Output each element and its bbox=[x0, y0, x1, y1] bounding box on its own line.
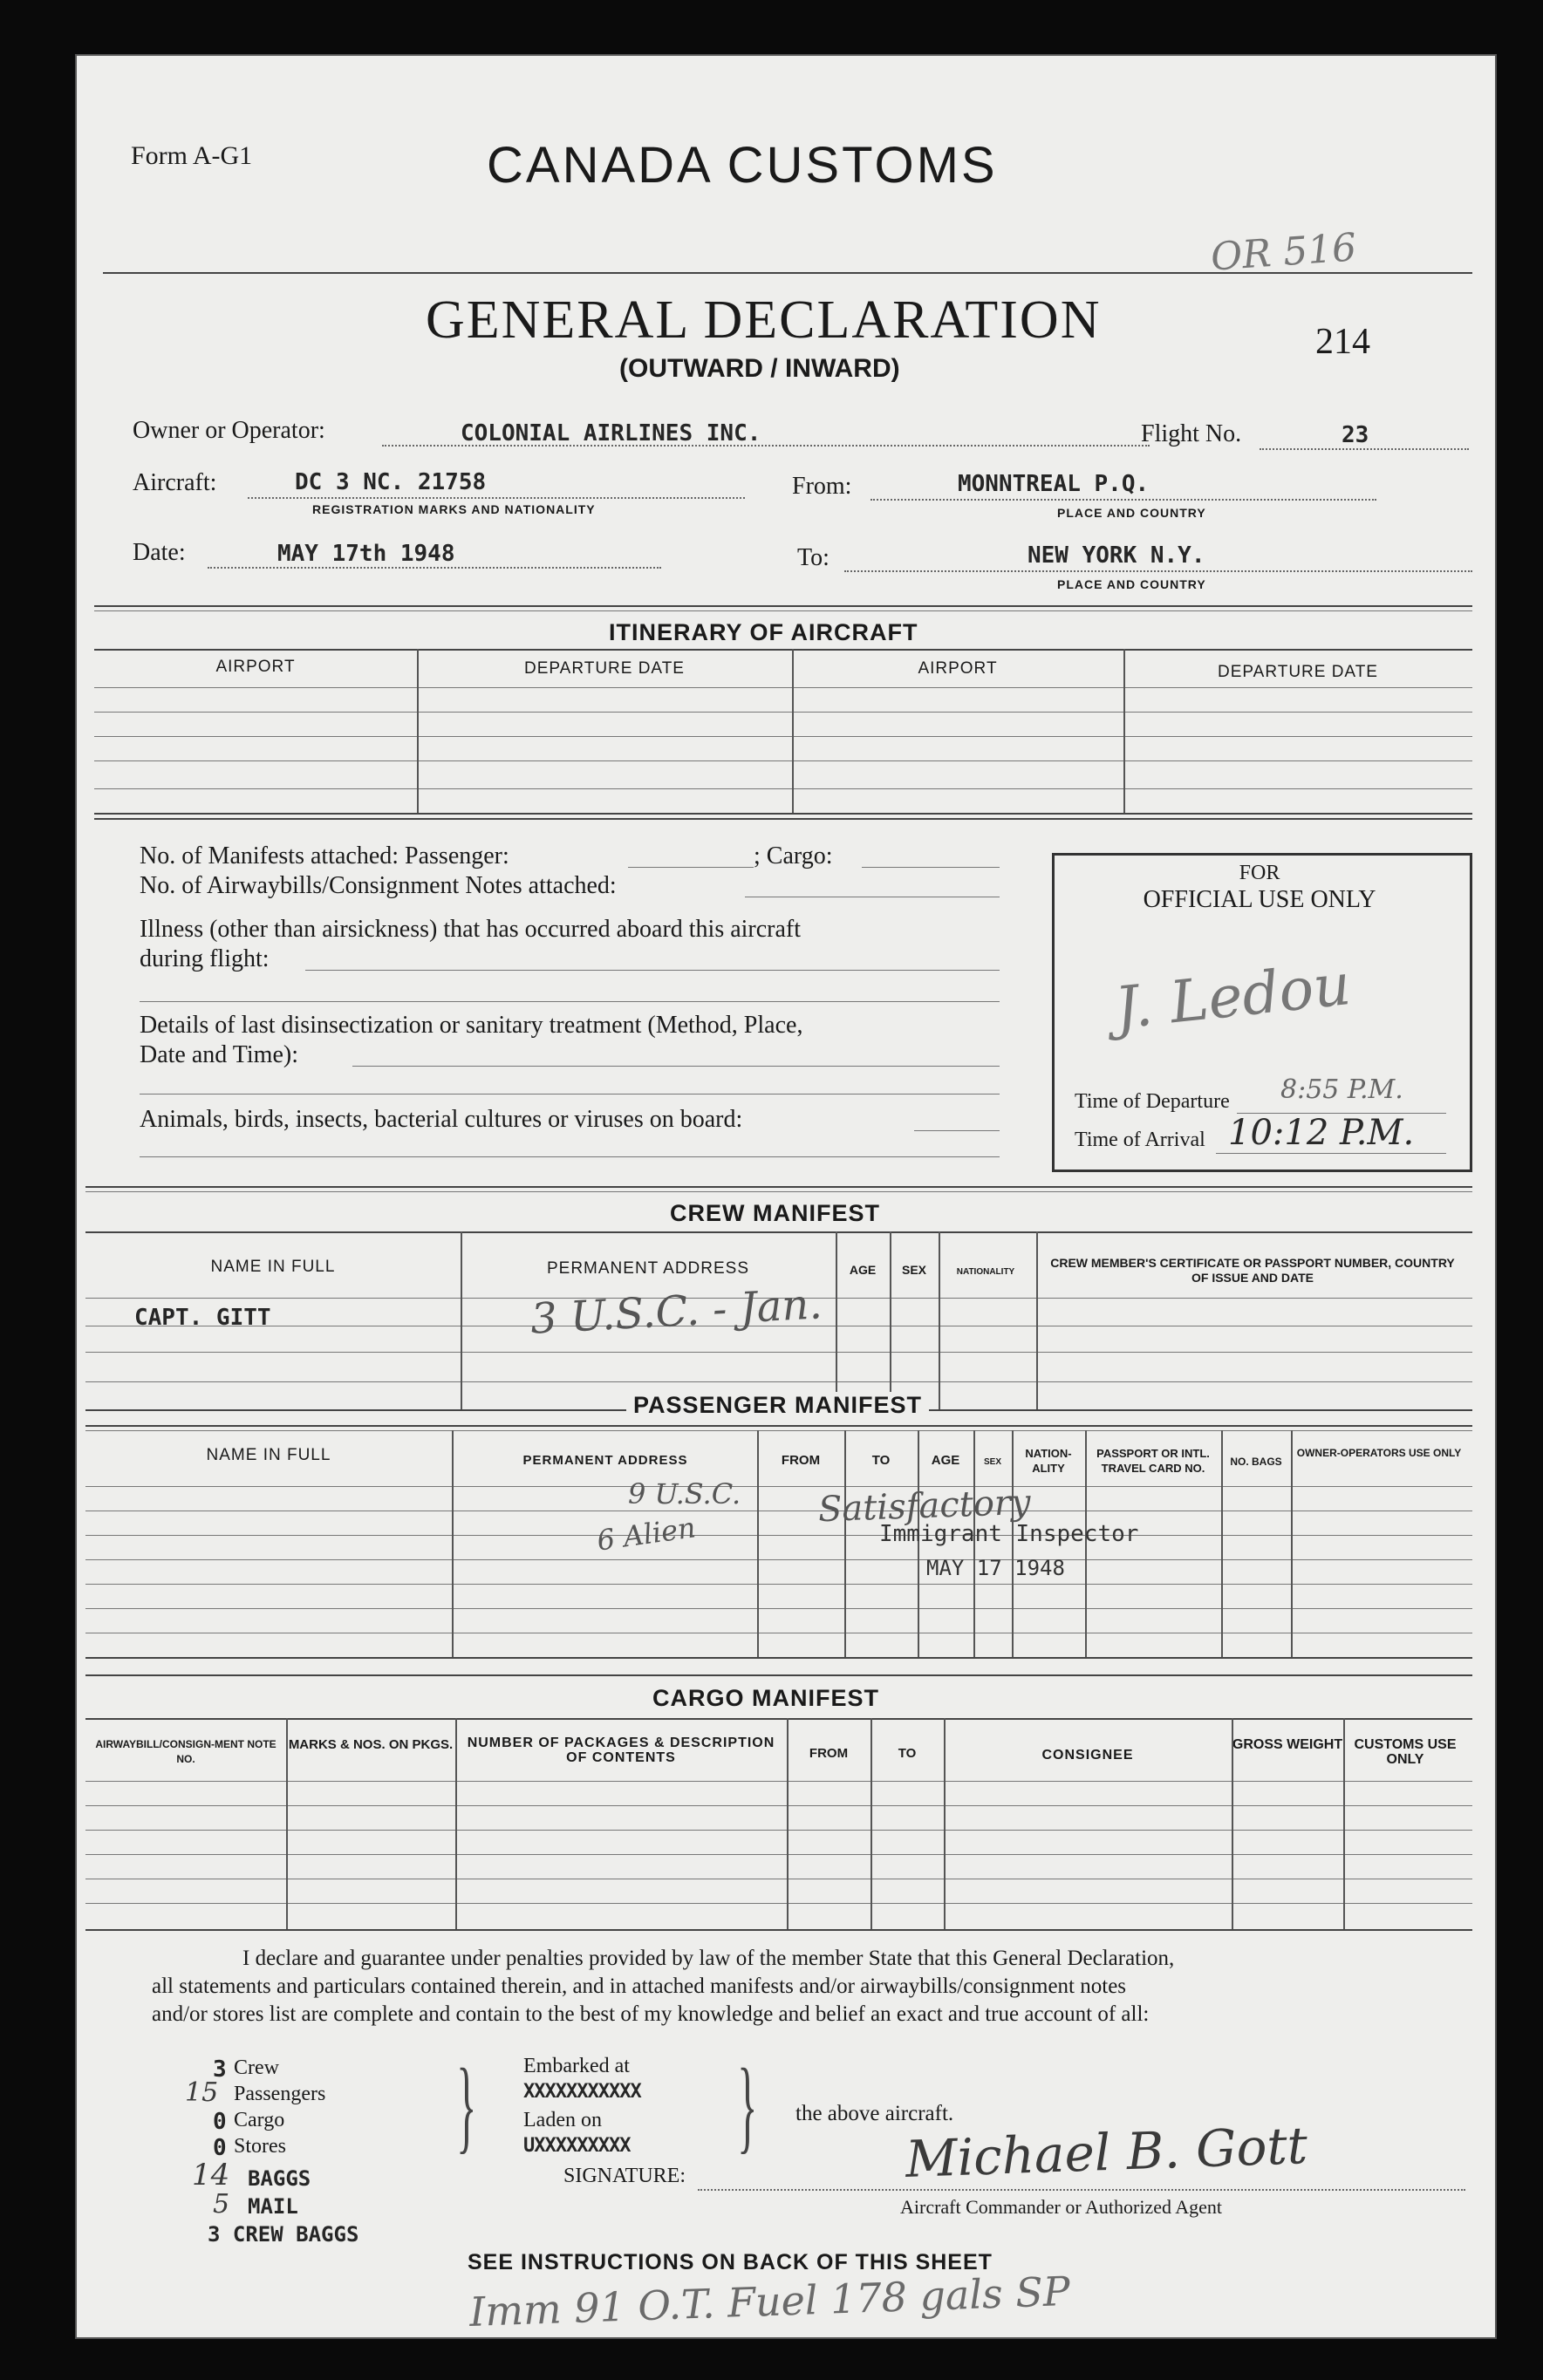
flight-label: Flight No. bbox=[1141, 420, 1242, 447]
embarked-label: Embarked at bbox=[523, 2055, 630, 2077]
bags-label: BAGGS bbox=[248, 2166, 311, 2191]
cargo-header-airwaybill: AIRWAYBILL/CONSIGN-MENT NOTE NO. bbox=[95, 1738, 277, 1765]
scan-border-right bbox=[1497, 0, 1543, 2380]
declaration-line-1: I declare and guarantee under penalties provided by law of the member State that this General Declaration, bbox=[242, 1947, 1175, 1970]
crew-row-1-note[interactable]: 3 U.S.C. - Jan. bbox=[529, 1279, 823, 1344]
cargo-header-consignee: CONSIGNEE bbox=[1041, 1748, 1134, 1763]
owner-value[interactable]: COLONIAL AIRLINES INC. bbox=[461, 420, 761, 447]
passenger-header-passport: PASSPORT OR INTL. TRAVEL CARD NO. bbox=[1096, 1447, 1210, 1475]
passenger-header-owner-use: OWNER-OPERATORS USE ONLY bbox=[1296, 1447, 1462, 1459]
signature-caption: Aircraft Commander or Authorized Agent bbox=[900, 2196, 1223, 2218]
passenger-header-from: FROM bbox=[781, 1453, 821, 1468]
cargo-count[interactable]: 0 bbox=[213, 2109, 227, 2135]
embarked-value[interactable]: XXXXXXXXXXX bbox=[523, 2081, 641, 2103]
immigration-stamp-title: Immigrant Inspector bbox=[879, 1521, 1139, 1547]
manifests-line-2: No. of Airwaybills/Consignment Notes attached: bbox=[140, 872, 617, 899]
date-value[interactable]: MAY 17th 1948 bbox=[277, 541, 455, 567]
brace-right: } bbox=[737, 2047, 758, 2163]
crew-header-sex: SEX bbox=[901, 1263, 926, 1277]
signature-label: SIGNATURE: bbox=[563, 2165, 686, 2187]
crew-header-age: AGE bbox=[849, 1263, 877, 1277]
laden-value[interactable]: UXXXXXXXXX bbox=[523, 2135, 631, 2157]
scan-border-bottom bbox=[0, 2339, 1543, 2380]
crew-row-1-name[interactable]: CAPT. GITT bbox=[134, 1305, 271, 1331]
crew-manifest-title: CREW MANIFEST bbox=[670, 1200, 880, 1226]
arrival-time-value[interactable]: 10:12 P.M. bbox=[1228, 1113, 1415, 1153]
crew-header-nationality: NATIONALITY bbox=[956, 1267, 1015, 1277]
crew-header-address: PERMANENT ADDRESS bbox=[546, 1259, 750, 1278]
cargo-manifest-title: CARGO MANIFEST bbox=[652, 1685, 879, 1711]
brace-left: } bbox=[456, 2047, 477, 2163]
crew-count[interactable]: 3 bbox=[213, 2056, 227, 2083]
from-caption: PLACE AND COUNTRY bbox=[1057, 506, 1206, 520]
declaration-form bbox=[75, 54, 1497, 2339]
main-title: GENERAL DECLARATION bbox=[426, 290, 1102, 350]
official-for-label: FOR bbox=[1239, 862, 1280, 884]
mail-label: MAIL bbox=[248, 2194, 298, 2219]
cargo-header-from: FROM bbox=[809, 1746, 849, 1761]
above-aircraft: the above aircraft. bbox=[795, 2102, 954, 2125]
passenger-hand-status: Satisfactory bbox=[817, 1482, 1032, 1531]
passenger-hand-line-2: 6 Alien bbox=[594, 1511, 698, 1558]
manifests-line-5: Details of last disinsectization or sanitary treatment (Method, Place, bbox=[140, 1012, 803, 1039]
passenger-header-nationality: NATION-ALITY bbox=[1025, 1447, 1072, 1475]
itinerary-header-airport-2: AIRPORT bbox=[918, 659, 998, 678]
passenger-header-address: PERMANENT ADDRESS bbox=[522, 1453, 688, 1468]
departure-time-value[interactable]: 8:55 P.M. bbox=[1280, 1074, 1403, 1105]
bags-count[interactable]: 14 bbox=[192, 2158, 230, 2192]
departure-time-label: Time of Departure bbox=[1075, 1090, 1230, 1113]
to-label: To: bbox=[797, 544, 830, 571]
from-value[interactable]: MONNTREAL P.Q. bbox=[958, 471, 1150, 497]
cargo-header-customs: CUSTOMS USE ONLY bbox=[1354, 1737, 1457, 1767]
official-signature: J. Ledou bbox=[1111, 951, 1354, 1042]
stores-count[interactable]: 0 bbox=[213, 2135, 227, 2161]
manifests-line-3: Illness (other than airsickness) that has occurred aboard this aircraft bbox=[140, 916, 802, 943]
crew-header-certificate: CREW MEMBER'S CERTIFICATE OR PASSPORT NUMBER, COUNTRY OF ISSUE AND DATE bbox=[1050, 1256, 1455, 1285]
passenger-hand-line-1: 9 U.S.C. bbox=[628, 1477, 741, 1511]
instructions: SEE INSTRUCTIONS ON BACK OF THIS SHEET bbox=[468, 2250, 993, 2274]
mail-count[interactable]: 5 bbox=[213, 2189, 230, 2220]
declaration-line-2: all statements and particulars contained therein, and in attached manifests and/or airwaybills/consignment notes bbox=[152, 1974, 1127, 1998]
scan-border-left bbox=[0, 0, 75, 2380]
aircraft-caption: REGISTRATION MARKS AND NATIONALITY bbox=[312, 502, 596, 516]
itinerary-title: ITINERARY OF AIRCRAFT bbox=[609, 619, 918, 645]
itinerary-header-departure-2: DEPARTURE DATE bbox=[1218, 663, 1378, 681]
footer-handwritten-note: Imm 91 O.T. Fuel 178 gals SP bbox=[468, 2267, 1071, 2336]
scan-border-top bbox=[0, 0, 1543, 54]
official-box-title: OFFICIAL USE ONLY bbox=[1143, 886, 1376, 913]
flight-value[interactable]: 23 bbox=[1342, 422, 1369, 448]
passenger-header-sex: SEX bbox=[983, 1457, 1001, 1467]
cargo-header-marks: MARKS & NOS. ON PKGS. bbox=[288, 1737, 454, 1752]
passengers-count-label: Passengers bbox=[234, 2083, 326, 2105]
declaration-line-3: and/or stores list are complete and contain to the best of my knowledge and belief an exact and true account of all: bbox=[152, 2002, 1150, 2026]
passenger-header-name: NAME IN FULL bbox=[206, 1446, 331, 1464]
from-label: From: bbox=[792, 473, 852, 500]
passengers-count[interactable]: 15 bbox=[185, 2077, 219, 2108]
to-caption: PLACE AND COUNTRY bbox=[1057, 577, 1206, 591]
subtitle: (OUTWARD / INWARD) bbox=[619, 354, 900, 383]
serial-number: 214 bbox=[1315, 322, 1370, 362]
itinerary-header-airport-1: AIRPORT bbox=[215, 658, 296, 676]
to-value[interactable]: NEW YORK N.Y. bbox=[1028, 542, 1205, 569]
form-number: Form A-G1 bbox=[131, 141, 253, 170]
arrival-time-label: Time of Arrival bbox=[1075, 1129, 1205, 1151]
stores-count-label: Stores bbox=[234, 2135, 286, 2158]
date-label: Date: bbox=[133, 539, 186, 566]
header-title: CANADA CUSTOMS bbox=[487, 137, 998, 194]
manifests-line-7: Animals, birds, insects, bacterial cultures or viruses on board: bbox=[140, 1106, 743, 1133]
crew-bags: 3 CREW BAGGS bbox=[208, 2222, 359, 2247]
aircraft-value[interactable]: DC 3 NC. 21758 bbox=[295, 469, 487, 495]
cargo-header-gross-weight: GROSS WEIGHT bbox=[1232, 1737, 1343, 1752]
immigration-stamp-date: MAY 17 1948 bbox=[926, 1556, 1065, 1580]
crew-header-name: NAME IN FULL bbox=[210, 1258, 336, 1276]
signature-value[interactable]: Michael B. Gott bbox=[904, 2115, 1309, 2190]
manifests-line-1b: ; Cargo: bbox=[754, 842, 833, 869]
cargo-header-packages: NUMBER OF PACKAGES & DESCRIPTION OF CONTENTS bbox=[467, 1736, 775, 1765]
manifests-line-4: during flight: bbox=[140, 945, 270, 972]
aircraft-label: Aircraft: bbox=[133, 469, 217, 496]
passenger-header-bags: NO. BAGS bbox=[1230, 1456, 1282, 1468]
manifests-line-6: Date and Time): bbox=[140, 1041, 298, 1068]
laden-label: Laden on bbox=[523, 2109, 602, 2131]
crew-count-label: Crew bbox=[234, 2056, 279, 2079]
file-reference: OR 516 bbox=[1209, 225, 1358, 280]
itinerary-header-departure-1: DEPARTURE DATE bbox=[524, 659, 685, 678]
cargo-header-to: TO bbox=[898, 1746, 917, 1761]
manifests-line-1a: No. of Manifests attached: Passenger: bbox=[140, 842, 509, 869]
cargo-count-label: Cargo bbox=[234, 2109, 285, 2131]
owner-label: Owner or Operator: bbox=[133, 417, 325, 444]
passenger-header-to: TO bbox=[871, 1453, 891, 1468]
passenger-header-age: AGE bbox=[931, 1453, 960, 1468]
passenger-manifest-title: PASSENGER MANIFEST bbox=[626, 1392, 929, 1419]
